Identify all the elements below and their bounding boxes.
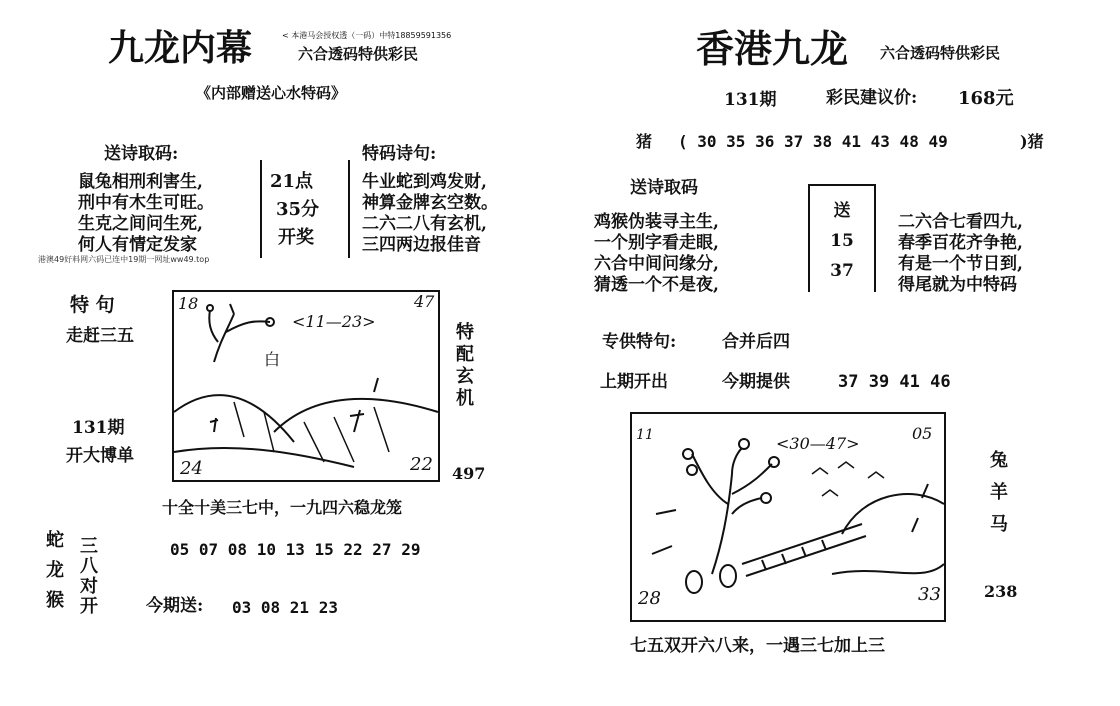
right-subtitle: 六合透码特供彩民	[880, 44, 1001, 62]
left-special-poem	[362, 172, 498, 256]
left-time	[270, 168, 319, 252]
poem-line: 有是一个节日到,	[898, 254, 1023, 274]
right-send-box	[808, 184, 876, 292]
poem-line: 神算金牌玄空数。	[362, 193, 498, 213]
time-line: 开奖	[278, 227, 314, 248]
pic-num-br: 33	[918, 584, 941, 605]
left-inner-gift: 《内部赠送心水特码》	[196, 84, 347, 102]
left-picture	[172, 290, 440, 482]
left-sketch	[174, 292, 438, 480]
right-title: 香港九龙	[696, 26, 849, 71]
left-today-numbers: 03 08 21 23	[232, 598, 338, 617]
right-poem	[594, 212, 719, 296]
right-special-text: 合并后四	[722, 332, 790, 352]
poem-line: 鸡猴伪装寻主生,	[594, 212, 719, 232]
send-number: 37	[830, 261, 854, 281]
pic-range: <30—47>	[776, 434, 860, 453]
right-issue: 131期	[724, 90, 777, 110]
pic-char: 白	[264, 350, 281, 369]
right-price: 168元	[958, 88, 1014, 109]
send-label: 送	[833, 201, 851, 221]
right-slogan: 七五双开六八来，一遇三七加上三	[630, 636, 885, 656]
left-issue-text: 开大博单	[66, 446, 134, 466]
divider	[348, 160, 350, 258]
left-tejv: 特 句	[70, 294, 115, 316]
right-today-numbers: 37 39 41 46	[838, 372, 951, 392]
right-pig-nums: ( 30 35 36 37 38 41 43 48 49	[678, 132, 948, 151]
time-line: 21点	[270, 171, 314, 192]
left-numbers: 05 07 08 10 13 15 22 27 29	[170, 540, 421, 559]
left-poem-head: 送诗取码:	[104, 144, 179, 164]
right-picture	[630, 412, 946, 622]
pic-range: <11—23>	[292, 312, 376, 331]
poem-line: 牛业蛇到鸡发财,	[362, 172, 487, 192]
right-special-label: 专供特句:	[602, 332, 677, 352]
pic-num-tl: 18	[178, 294, 199, 313]
right-last-label: 上期开出	[600, 372, 668, 392]
poem-line: 何人有情定发家	[78, 235, 197, 255]
poem-line: 刑中有木生可旺。	[78, 193, 214, 213]
left-zodiac-vertical: 蛇龙猴	[43, 530, 64, 620]
time-line: 35分	[276, 199, 320, 220]
left-special-poem-head: 特码诗句:	[362, 144, 437, 164]
left-issue: 131期	[72, 418, 125, 438]
poem-line: 二六二八有玄机,	[362, 214, 487, 234]
left-side-vertical: 特配玄机	[453, 322, 474, 410]
poem-line: 六合中间问缘分,	[594, 254, 719, 274]
poem-line: 生克之间问生死,	[78, 214, 203, 234]
pic-num-bl: 24	[180, 458, 203, 479]
divider	[260, 160, 262, 258]
right-side-vertical: 兔羊马	[987, 450, 1008, 546]
poem-line: 猜透一个不是夜,	[594, 275, 719, 295]
right-pig-end: )猪	[1020, 132, 1044, 151]
left-tag-small: < 本港马会授权透（一码）中特18859591356	[282, 31, 452, 40]
right-sketch	[632, 414, 944, 620]
pic-num-tr: 05	[912, 424, 933, 443]
right-poem2	[898, 212, 1023, 296]
left-poem	[78, 172, 214, 256]
pic-num-br: 22	[410, 454, 433, 475]
left-pair-vertical: 三八对开	[77, 536, 98, 616]
left-subtitle: 六合透码特供彩民	[298, 45, 419, 63]
poem-line: 得尾就为中特码	[898, 275, 1017, 295]
right-price-label: 彩民建议价:	[826, 88, 918, 108]
watermark: 港澳49好料网六码已连中19期一网址ww49.top	[38, 255, 210, 264]
right-pig-start: 猪	[636, 132, 653, 151]
poem-line: 春季百花齐争艳,	[898, 233, 1023, 253]
right-poem-head: 送诗取码	[630, 178, 698, 198]
poem-line: 一个别字看走眼,	[594, 233, 719, 253]
left-title: 九龙内幕	[108, 27, 253, 69]
pic-num-bl: 28	[638, 588, 661, 609]
right-side-number: 238	[984, 582, 1018, 601]
pic-num-tl: 11	[636, 427, 654, 443]
pic-num-tr: 47	[414, 292, 435, 311]
left-tejv-text: 走赶三五	[66, 326, 134, 346]
left-side-number: 497	[452, 464, 486, 483]
send-number: 15	[830, 231, 854, 251]
right-today-label: 今期提供	[722, 372, 790, 392]
poem-line: 三四两边报佳音	[362, 235, 481, 255]
left-today-label: 今期送:	[146, 596, 204, 616]
poem-line: 二六合七看四九,	[898, 212, 1023, 232]
left-slogan: 十全十美三七中，一九四六稳龙笼	[162, 498, 403, 517]
poem-line: 鼠兔相刑利害生,	[78, 172, 203, 192]
